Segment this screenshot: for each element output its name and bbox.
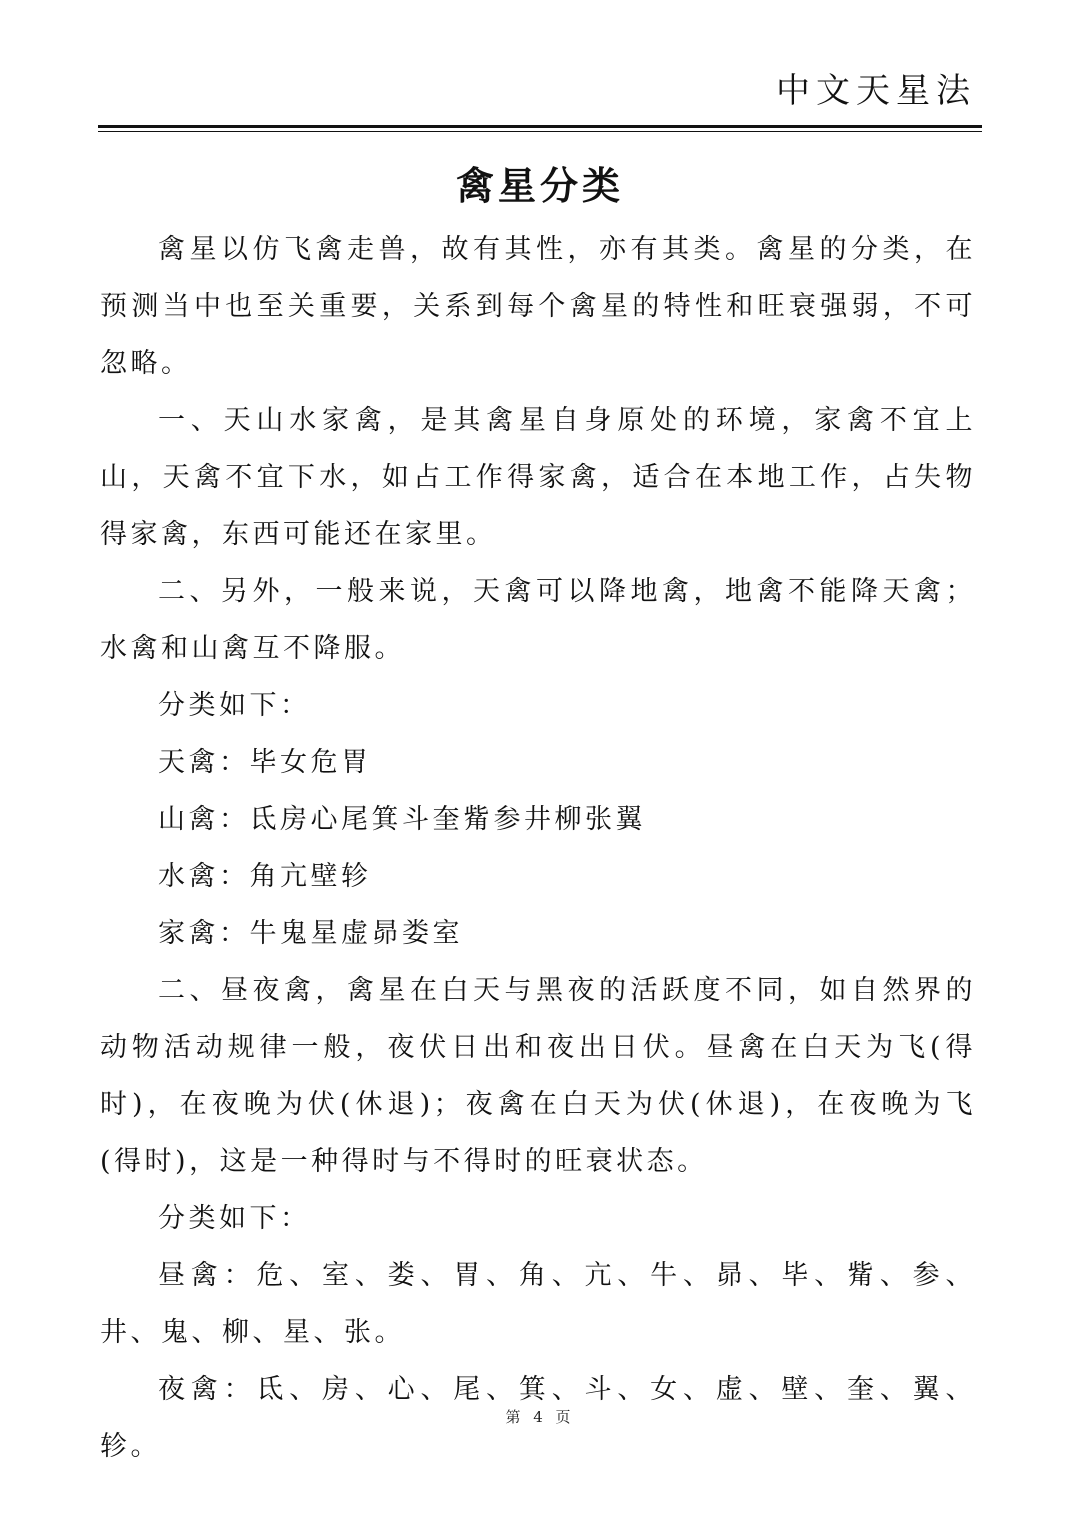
document-body (100, 221, 976, 1475)
list-item-day-birds: 昼禽：危、室、娄、胃、角、亢、牛、昴、毕、觜、参、井、鬼、柳、星、张。 (100, 1260, 976, 1348)
paragraph-intro: 禽星以仿飞禽走兽，故有其性，亦有其类。禽星的分类，在预测当中也至关重要，关系到每个禽星的特性和旺衰强弱，不可忽略。 (100, 234, 976, 379)
paragraph-section-1: 一、天山水家禽，是其禽星自身原处的环境，家禽不宜上山，天禽不宜下水，如占工作得家禽，适合在本地工作，占失物得家禽，东西可能还在家里。 (100, 405, 976, 550)
list-item-night-birds: 夜禽：氐、房、心、尾、箕、斗、女、虚、壁、奎、翼、轸。 (100, 1374, 976, 1462)
header-rule-thick (98, 125, 982, 128)
classification-heading-2: 分类如下： (158, 1203, 311, 1234)
page-title: 禽星分类 (455, 163, 624, 209)
header-rule-thin (98, 131, 982, 132)
paragraph-day-night: 二、昼夜禽，禽星在白天与黑夜的活跃度不同，如自然界的动物活动规律一般，夜伏日出和夜出日伏。昼禽在白天为飞(得时)，在夜晚为伏(休退)；夜禽在白天为伏(休退)，在夜晚为飞(得时)，这是一种得时与不得时的旺衰状态。 (100, 975, 976, 1177)
classification-heading: 分类如下： (158, 690, 311, 721)
paragraph-section-2: 二、另外，一般来说，天禽可以降地禽，地禽不能降天禽；水禽和山禽互不降服。 (100, 576, 976, 664)
list-item-mountain-birds: 山禽：氐房心尾箕斗奎觜参井柳张翼 (158, 804, 646, 835)
list-item-domestic-birds: 家禽：牛鬼星虚昴娄室 (158, 918, 463, 949)
list-item-water-birds: 水禽：角亢壁轸 (158, 861, 372, 892)
header-logo: 中文天星法 (776, 71, 976, 111)
list-item-sky-birds: 天禽：毕女危胃 (158, 747, 372, 778)
page-number: 第 4 页 (505, 1408, 575, 1426)
